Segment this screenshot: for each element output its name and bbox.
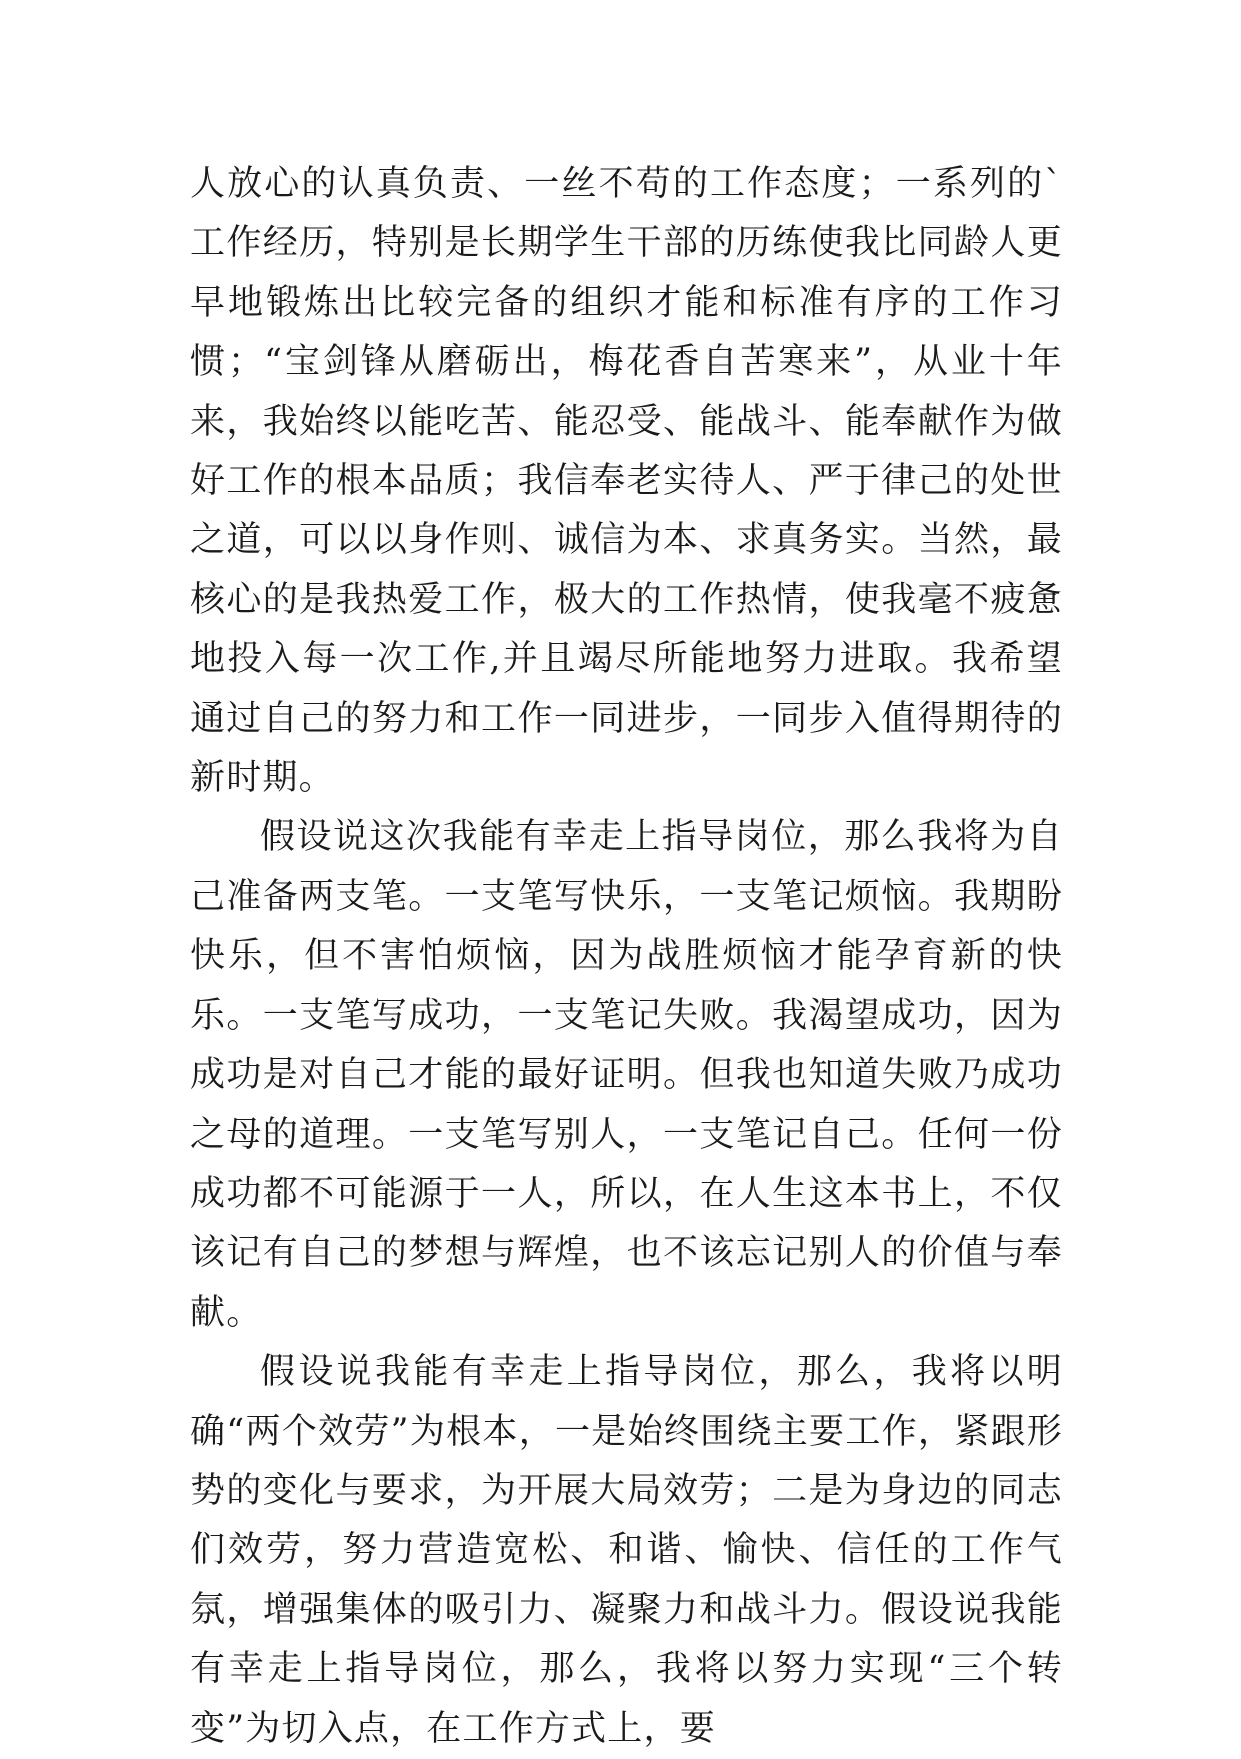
paragraph: 假设说我能有幸走上指导岗位，那么，我将以明确“两个效劳”为根本，一是始终围绕主要工作，紧跟形势的变化与要求，为开展大局效劳；二是为身边的同志们效劳，努力营造宽松、和谐、愉快、信任的工作气氛，增强集体的吸引力、凝聚力和战斗力。假设说我能有幸走上指导岗位，那么，我将以努力实现“三个转变”为切入点，在工作方式上，要 <box>190 1352 1063 1749</box>
document-body <box>190 155 1063 1759</box>
paragraph: 人放心的认真负责、一丝不苟的工作态度；一系列的`工作经历，特别是长期学生干部的历练使我比同龄人更早地锻炼出比较完备的组织才能和标准有序的工作习惯；“宝剑锋从磨砺出，梅花香自苦寒来”，从业十年来，我始终以能吃苦、能忍受、能战斗、能奉献作为做好工作的根本品质；我信奉老实待人、严于律己的处世之道，可以以身作则、诚信为本、求真务实。当然，最核心的是我热爱工作，极大的工作热情，使我毫不疲惫地投入每一次工作,并且竭尽所能地努力进取。我希望通过自己的努力和工作一同进步，一同步入值得期待的新时期。 <box>190 164 1063 799</box>
paragraph: 假设说这次我能有幸走上指导岗位，那么我将为自己准备两支笔。一支笔写快乐，一支笔记烦恼。我期盼快乐，但不害怕烦恼，因为战胜烦恼才能孕育新的快乐。一支笔写成功，一支笔记失败。我渴望成功，因为成功是对自己才能的最好证明。但我也知道失败乃成功之母的道理。一支笔写别人，一支笔记自己。任何一份成功都不可能源于一人，所以，在人生这本书上，不仅该记有自己的梦想与辉煌，也不该忘记别人的价值与奉献。 <box>190 817 1063 1333</box>
